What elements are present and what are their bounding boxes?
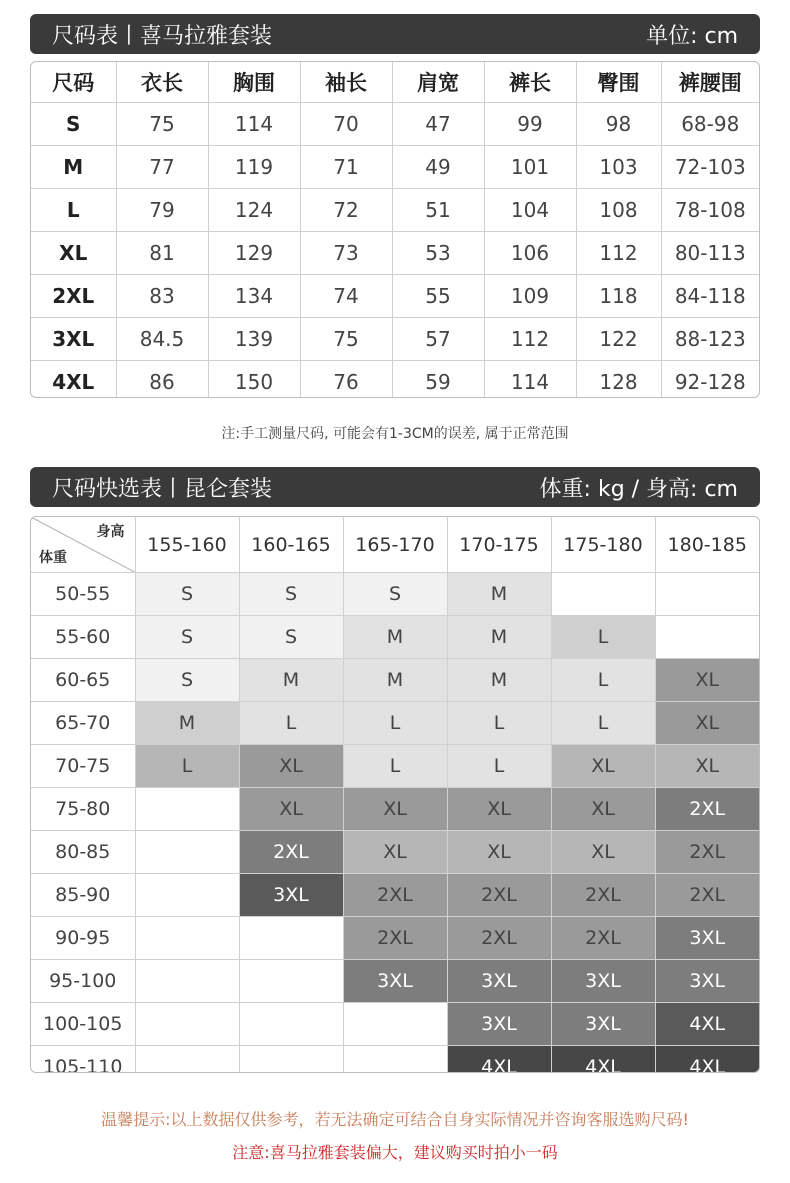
table-row [31, 702, 759, 745]
quick-select-table-container [30, 516, 760, 1073]
table-row [31, 874, 759, 917]
recommended-size-cell: M [239, 659, 343, 702]
size-chart-header-cell: 衣长 [116, 62, 208, 103]
weight-range-cell: 50-55 [31, 573, 135, 616]
recommended-size-cell: XL [551, 831, 655, 874]
table-row [31, 318, 759, 361]
recommended-size-cell: 2XL [447, 917, 551, 960]
height-range-header: 170-175 [447, 517, 551, 573]
measurement-cell: 114 [484, 361, 576, 399]
measurement-cell: 53 [392, 232, 484, 275]
measurement-cell: 103 [576, 146, 661, 189]
recommended-size-cell [135, 1003, 239, 1046]
recommended-size-cell [135, 831, 239, 874]
table-row [31, 745, 759, 788]
measurement-cell: 55 [392, 275, 484, 318]
size-chart-header-cell: 裤腰围 [661, 62, 759, 103]
table-row [31, 616, 759, 659]
recommended-size-cell: 2XL [343, 917, 447, 960]
recommended-size-cell: XL [655, 702, 759, 745]
recommended-size-cell: L [447, 702, 551, 745]
measurement-cell: 109 [484, 275, 576, 318]
recommended-size-cell: L [551, 702, 655, 745]
recommended-size-cell: 3XL [551, 1003, 655, 1046]
recommended-size-cell: XL [655, 745, 759, 788]
size-chart-header-cell: 胸围 [208, 62, 300, 103]
measurement-cell: 128 [576, 361, 661, 399]
measurement-cell: 72 [300, 189, 392, 232]
measurement-cell: 108 [576, 189, 661, 232]
measurement-cell: 74 [300, 275, 392, 318]
measurement-cell: 49 [392, 146, 484, 189]
measurement-cell: 86 [116, 361, 208, 399]
recommended-size-cell: 4XL [551, 1046, 655, 1074]
recommended-size-cell [551, 573, 655, 616]
weight-range-cell: 55-60 [31, 616, 135, 659]
recommended-size-cell [239, 1046, 343, 1074]
recommended-size-cell: L [239, 702, 343, 745]
size-chart-header-cell: 肩宽 [392, 62, 484, 103]
recommended-size-cell: 2XL [551, 874, 655, 917]
measurement-cell: 101 [484, 146, 576, 189]
recommended-size-cell [135, 917, 239, 960]
recommended-size-cell: 3XL [343, 960, 447, 1003]
quick-select-banner [30, 467, 760, 507]
weight-range-cell: 60-65 [31, 659, 135, 702]
weight-range-cell: 90-95 [31, 917, 135, 960]
recommended-size-cell: 3XL [239, 874, 343, 917]
recommended-size-cell: S [239, 616, 343, 659]
table-row [31, 659, 759, 702]
size-label-cell: 4XL [31, 361, 116, 399]
measurement-cell: 118 [576, 275, 661, 318]
measurement-cell: 112 [484, 318, 576, 361]
recommended-size-cell [239, 960, 343, 1003]
recommended-size-cell: 2XL [655, 874, 759, 917]
measurement-cell: 76 [300, 361, 392, 399]
recommended-size-cell [135, 1046, 239, 1074]
recommended-size-cell: 4XL [655, 1046, 759, 1074]
height-range-header: 165-170 [343, 517, 447, 573]
recommended-size-cell: XL [239, 745, 343, 788]
measurement-cell: 68-98 [661, 103, 759, 146]
size-chart-table [31, 62, 759, 398]
measurement-cell: 114 [208, 103, 300, 146]
recommended-size-cell: S [135, 573, 239, 616]
recommended-size-cell: 2XL [551, 917, 655, 960]
weight-range-cell: 80-85 [31, 831, 135, 874]
measurement-cell: 119 [208, 146, 300, 189]
size-chart-table-container [30, 61, 760, 398]
recommended-size-cell [655, 616, 759, 659]
measurement-cell: 122 [576, 318, 661, 361]
recommended-size-cell: XL [655, 659, 759, 702]
measurement-cell: 112 [576, 232, 661, 275]
measurement-cell: 83 [116, 275, 208, 318]
size-chart-header-cell: 袖长 [300, 62, 392, 103]
recommended-size-cell: M [135, 702, 239, 745]
recommended-size-cell: L [343, 702, 447, 745]
weight-range-cell: 95-100 [31, 960, 135, 1003]
recommended-size-cell: S [135, 616, 239, 659]
recommended-size-cell: 2XL [447, 874, 551, 917]
size-label-cell: 3XL [31, 318, 116, 361]
measurement-cell: 104 [484, 189, 576, 232]
measurement-cell: 129 [208, 232, 300, 275]
friendly-tip: 温馨提示:以上数据仅供参考，若无法确定可结合自身实际情况并咨询客服选购尺码! [101, 1110, 689, 1129]
size-warning: 注意:喜马拉雅套装偏大，建议购买时拍小一码 [232, 1143, 558, 1162]
recommended-size-cell: M [343, 616, 447, 659]
recommended-size-cell: XL [239, 788, 343, 831]
recommended-size-cell: 2XL [239, 831, 343, 874]
measurement-cell: 77 [116, 146, 208, 189]
recommended-size-cell: 3XL [447, 1003, 551, 1046]
recommended-size-cell: 2XL [655, 831, 759, 874]
size-label-cell: S [31, 103, 116, 146]
table-row [31, 960, 759, 1003]
size-chart-banner [30, 14, 760, 54]
measurement-note: 注:手工测量尺码, 可能会有1-3CM的误差, 属于正常范围 [221, 426, 569, 442]
measurement-cell: 81 [116, 232, 208, 275]
weight-range-cell: 85-90 [31, 874, 135, 917]
recommended-size-cell: 3XL [551, 960, 655, 1003]
recommended-size-cell: 4XL [447, 1046, 551, 1074]
weight-range-cell: 65-70 [31, 702, 135, 745]
weight-range-cell: 75-80 [31, 788, 135, 831]
measurement-cell: 73 [300, 232, 392, 275]
measurement-cell: 72-103 [661, 146, 759, 189]
recommended-size-cell: XL [447, 788, 551, 831]
corner-height-label: 身高 [96, 524, 125, 540]
recommended-size-cell: L [551, 616, 655, 659]
recommended-size-cell: M [447, 659, 551, 702]
recommended-size-cell: 3XL [655, 960, 759, 1003]
recommended-size-cell: XL [343, 788, 447, 831]
recommended-size-cell [135, 960, 239, 1003]
measurement-cell: 84.5 [116, 318, 208, 361]
corner-weight-label: 体重 [39, 550, 67, 566]
size-label-cell: M [31, 146, 116, 189]
table-row [31, 189, 759, 232]
height-range-header: 155-160 [135, 517, 239, 573]
table-row [31, 146, 759, 189]
measurement-cell: 75 [116, 103, 208, 146]
recommended-size-cell: XL [551, 788, 655, 831]
measurement-cell: 80-113 [661, 232, 759, 275]
size-label-cell: L [31, 189, 116, 232]
table-row [31, 573, 759, 616]
measurement-cell: 57 [392, 318, 484, 361]
measurement-cell: 99 [484, 103, 576, 146]
measurement-cell: 71 [300, 146, 392, 189]
recommended-size-cell: 2XL [655, 788, 759, 831]
quick-select-header-row [31, 517, 759, 573]
recommended-size-cell [135, 788, 239, 831]
recommended-size-cell: 4XL [655, 1003, 759, 1046]
measurement-cell: 47 [392, 103, 484, 146]
recommended-size-cell: M [447, 573, 551, 616]
measurement-cell: 78-108 [661, 189, 759, 232]
quick-select-unit: 体重: kg / 身高: cm [539, 476, 738, 502]
recommended-size-cell: L [343, 745, 447, 788]
measurement-cell: 51 [392, 189, 484, 232]
recommended-size-cell: XL [343, 831, 447, 874]
measurement-cell: 139 [208, 318, 300, 361]
measurement-cell: 70 [300, 103, 392, 146]
measurement-cell: 98 [576, 103, 661, 146]
recommended-size-cell: 3XL [655, 917, 759, 960]
recommended-size-cell [239, 917, 343, 960]
recommended-size-cell: S [239, 573, 343, 616]
size-chart-header-cell: 裤长 [484, 62, 576, 103]
recommended-size-cell: S [343, 573, 447, 616]
table-row [31, 1003, 759, 1046]
measurement-cell: 106 [484, 232, 576, 275]
measurement-cell: 92-128 [661, 361, 759, 399]
height-range-header: 160-165 [239, 517, 343, 573]
table-row [31, 831, 759, 874]
recommended-size-cell [343, 1003, 447, 1046]
size-chart-header-row [31, 62, 759, 103]
size-chart-title: 尺码表丨喜马拉雅套装 [52, 23, 273, 49]
weight-range-cell: 105-110 [31, 1046, 135, 1074]
recommended-size-cell [135, 874, 239, 917]
size-chart-header-cell: 尺码 [31, 62, 116, 103]
table-row [31, 788, 759, 831]
height-range-header: 175-180 [551, 517, 655, 573]
recommended-size-cell [655, 573, 759, 616]
height-range-header: 180-185 [655, 517, 759, 573]
table-row [31, 1046, 759, 1074]
table-row [31, 275, 759, 318]
measurement-cell: 150 [208, 361, 300, 399]
table-row [31, 917, 759, 960]
recommended-size-cell [343, 1046, 447, 1074]
size-label-cell: 2XL [31, 275, 116, 318]
measurement-cell: 75 [300, 318, 392, 361]
recommended-size-cell: XL [447, 831, 551, 874]
size-label-cell: XL [31, 232, 116, 275]
recommended-size-cell: 3XL [447, 960, 551, 1003]
table-row [31, 361, 759, 399]
recommended-size-cell: XL [551, 745, 655, 788]
size-chart-header-cell: 臀围 [576, 62, 661, 103]
quick-select-table [31, 517, 759, 1073]
recommended-size-cell: L [135, 745, 239, 788]
measurement-cell: 79 [116, 189, 208, 232]
measurement-cell: 59 [392, 361, 484, 399]
measurement-cell: 84-118 [661, 275, 759, 318]
recommended-size-cell: L [551, 659, 655, 702]
recommended-size-cell: L [447, 745, 551, 788]
size-chart-unit: 单位: cm [646, 23, 738, 49]
weight-range-cell: 70-75 [31, 745, 135, 788]
recommended-size-cell: M [343, 659, 447, 702]
quick-select-corner-cell [31, 517, 135, 573]
recommended-size-cell: S [135, 659, 239, 702]
measurement-cell: 88-123 [661, 318, 759, 361]
table-row [31, 232, 759, 275]
table-row [31, 103, 759, 146]
recommended-size-cell: M [447, 616, 551, 659]
measurement-cell: 124 [208, 189, 300, 232]
recommended-size-cell: 2XL [343, 874, 447, 917]
recommended-size-cell [239, 1003, 343, 1046]
quick-select-title: 尺码快选表丨昆仑套装 [52, 476, 273, 502]
weight-range-cell: 100-105 [31, 1003, 135, 1046]
measurement-cell: 134 [208, 275, 300, 318]
